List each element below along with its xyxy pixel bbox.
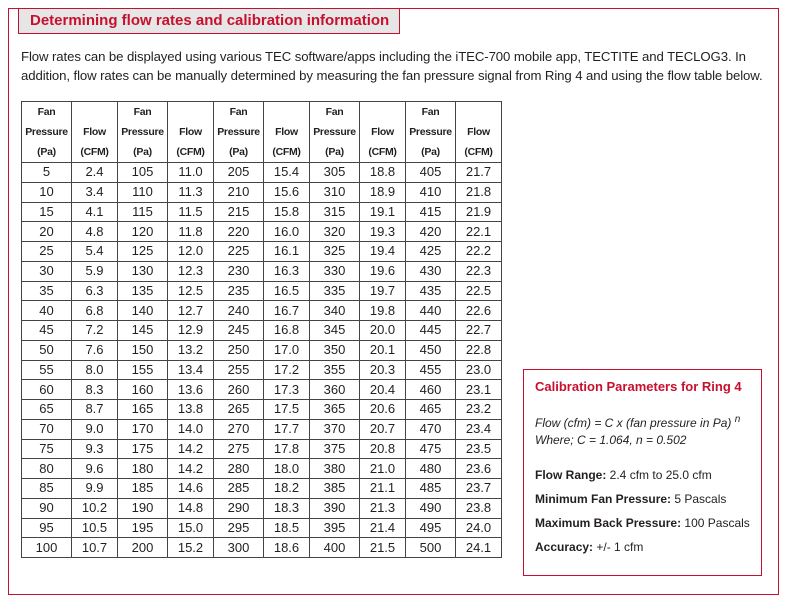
flow-cell: 17.7	[264, 419, 310, 439]
column-header: Flow	[72, 122, 118, 142]
flow-cell: 8.0	[72, 360, 118, 380]
column-header: Flow	[456, 122, 502, 142]
fan-pressure-cell: 30	[22, 261, 72, 281]
flow-cell: 9.9	[72, 479, 118, 499]
fan-pressure-cell: 110	[118, 182, 168, 202]
fan-pressure-cell: 370	[310, 419, 360, 439]
fan-pressure-cell: 130	[118, 261, 168, 281]
fan-pressure-cell: 320	[310, 222, 360, 242]
flow-cell: 2.4	[72, 163, 118, 183]
fan-pressure-cell: 285	[214, 479, 264, 499]
flow-cell: 20.1	[360, 340, 406, 360]
table-row	[22, 242, 502, 262]
fan-pressure-cell: 245	[214, 321, 264, 341]
fan-pressure-cell: 300	[214, 538, 264, 558]
fan-pressure-cell: 460	[406, 380, 456, 400]
flow-cell: 23.5	[456, 439, 502, 459]
flow-cell: 18.0	[264, 459, 310, 479]
fan-pressure-cell: 20	[22, 222, 72, 242]
fan-pressure-cell: 485	[406, 479, 456, 499]
fan-pressure-cell: 355	[310, 360, 360, 380]
table-row	[22, 281, 502, 301]
column-header: Fan	[310, 102, 360, 123]
fan-pressure-cell: 75	[22, 439, 72, 459]
flow-cell: 20.0	[360, 321, 406, 341]
flow-cell: 22.6	[456, 301, 502, 321]
fan-pressure-cell: 200	[118, 538, 168, 558]
header-line-fan	[22, 102, 502, 123]
flow-cell: 5.4	[72, 242, 118, 262]
fan-pressure-cell: 410	[406, 182, 456, 202]
flow-cell: 18.6	[264, 538, 310, 558]
fan-pressure-cell: 120	[118, 222, 168, 242]
fan-pressure-cell: 140	[118, 301, 168, 321]
column-header: Pressure	[214, 122, 264, 142]
flow-cell: 16.1	[264, 242, 310, 262]
min-fan-pressure	[535, 491, 751, 507]
fan-pressure-cell: 175	[118, 439, 168, 459]
fan-pressure-cell: 180	[118, 459, 168, 479]
flow-cell: 19.3	[360, 222, 406, 242]
table-row	[22, 321, 502, 341]
flow-cell: 18.8	[360, 163, 406, 183]
fan-pressure-cell: 395	[310, 518, 360, 538]
fan-pressure-cell: 40	[22, 301, 72, 321]
fan-pressure-cell: 440	[406, 301, 456, 321]
flow-cell: 12.5	[168, 281, 214, 301]
accuracy-value: +/- 1 cfm	[593, 540, 644, 554]
flow-cell: 16.3	[264, 261, 310, 281]
flow-cell: 21.0	[360, 459, 406, 479]
fan-pressure-cell: 345	[310, 321, 360, 341]
table-row	[22, 340, 502, 360]
max-back-pressure-label: Maximum Back Pressure:	[535, 516, 682, 530]
flow-cell: 18.3	[264, 498, 310, 518]
fan-pressure-cell: 430	[406, 261, 456, 281]
flow-cell: 17.0	[264, 340, 310, 360]
column-header: (CFM)	[72, 142, 118, 163]
flow-cell: 23.7	[456, 479, 502, 499]
column-header	[264, 102, 310, 123]
flow-cell: 20.8	[360, 439, 406, 459]
flow-cell: 18.5	[264, 518, 310, 538]
flow-cell: 23.6	[456, 459, 502, 479]
flow-cell: 23.2	[456, 400, 502, 420]
header-line-unit	[22, 142, 502, 163]
fan-pressure-cell: 95	[22, 518, 72, 538]
fan-pressure-cell: 480	[406, 459, 456, 479]
flow-range-label: Flow Range:	[535, 468, 607, 482]
flow-cell: 16.8	[264, 321, 310, 341]
column-header: (Pa)	[118, 142, 168, 163]
calibration-title: Calibration Parameters for Ring 4	[535, 379, 742, 394]
fan-pressure-cell: 115	[118, 202, 168, 222]
formula-exponent: n	[734, 414, 741, 425]
flow-cell: 12.0	[168, 242, 214, 262]
fan-pressure-cell: 90	[22, 498, 72, 518]
flow-cell: 20.6	[360, 400, 406, 420]
fan-pressure-cell: 80	[22, 459, 72, 479]
flow-cell: 11.3	[168, 182, 214, 202]
table-row	[22, 163, 502, 183]
column-header: Fan	[214, 102, 264, 123]
fan-pressure-cell: 10	[22, 182, 72, 202]
fan-pressure-cell: 215	[214, 202, 264, 222]
column-header: (CFM)	[264, 142, 310, 163]
flow-cell: 16.0	[264, 222, 310, 242]
flow-cell: 16.7	[264, 301, 310, 321]
flow-cell: 22.8	[456, 340, 502, 360]
flow-cell: 20.4	[360, 380, 406, 400]
flow-cell: 15.2	[168, 538, 214, 558]
fan-pressure-cell: 225	[214, 242, 264, 262]
max-back-pressure	[535, 515, 751, 531]
flow-cell: 21.8	[456, 182, 502, 202]
fan-pressure-cell: 265	[214, 400, 264, 420]
flow-cell: 17.3	[264, 380, 310, 400]
flow-cell: 16.5	[264, 281, 310, 301]
header-line-label	[22, 122, 502, 142]
flow-cell: 22.1	[456, 222, 502, 242]
fan-pressure-cell: 5	[22, 163, 72, 183]
flow-cell: 17.2	[264, 360, 310, 380]
table-row	[22, 202, 502, 222]
column-header	[456, 102, 502, 123]
table-row	[22, 538, 502, 558]
fan-pressure-cell: 425	[406, 242, 456, 262]
column-header: Pressure	[118, 122, 168, 142]
fan-pressure-cell: 105	[118, 163, 168, 183]
fan-pressure-cell: 385	[310, 479, 360, 499]
fan-pressure-cell: 220	[214, 222, 264, 242]
fan-pressure-cell: 170	[118, 419, 168, 439]
fan-pressure-cell: 235	[214, 281, 264, 301]
flow-cell: 10.5	[72, 518, 118, 538]
fan-pressure-cell: 290	[214, 498, 264, 518]
flow-cell: 23.0	[456, 360, 502, 380]
fan-pressure-cell: 275	[214, 439, 264, 459]
fan-pressure-cell: 250	[214, 340, 264, 360]
flow-cell: 19.6	[360, 261, 406, 281]
fan-pressure-cell: 205	[214, 163, 264, 183]
fan-pressure-cell: 330	[310, 261, 360, 281]
fan-pressure-cell: 135	[118, 281, 168, 301]
flow-cell: 15.8	[264, 202, 310, 222]
flow-cell: 19.8	[360, 301, 406, 321]
min-fan-pressure-value: 5 Pascals	[671, 492, 727, 506]
flow-cell: 6.3	[72, 281, 118, 301]
column-header: Flow	[360, 122, 406, 142]
flow-cell: 19.7	[360, 281, 406, 301]
flow-cell: 15.0	[168, 518, 214, 538]
fan-pressure-cell: 145	[118, 321, 168, 341]
max-back-pressure-value: 100 Pascals	[681, 516, 750, 530]
flow-cell: 11.8	[168, 222, 214, 242]
fan-pressure-cell: 470	[406, 419, 456, 439]
fan-pressure-cell: 270	[214, 419, 264, 439]
fan-pressure-cell: 210	[214, 182, 264, 202]
flow-cell: 14.6	[168, 479, 214, 499]
fan-pressure-cell: 15	[22, 202, 72, 222]
table-row	[22, 360, 502, 380]
column-header: (Pa)	[214, 142, 264, 163]
fan-pressure-cell: 160	[118, 380, 168, 400]
flow-cell: 9.6	[72, 459, 118, 479]
flow-cell: 15.4	[264, 163, 310, 183]
fan-pressure-cell: 185	[118, 479, 168, 499]
fan-pressure-cell: 475	[406, 439, 456, 459]
flow-cell: 4.8	[72, 222, 118, 242]
flow-cell: 12.7	[168, 301, 214, 321]
column-header: (Pa)	[310, 142, 360, 163]
flow-cell: 3.4	[72, 182, 118, 202]
fan-pressure-cell: 45	[22, 321, 72, 341]
calibration-panel	[523, 369, 762, 576]
flow-cell: 13.2	[168, 340, 214, 360]
flow-cell: 11.0	[168, 163, 214, 183]
fan-pressure-cell: 50	[22, 340, 72, 360]
calibration-formula	[535, 411, 751, 449]
fan-pressure-cell: 240	[214, 301, 264, 321]
flow-cell: 17.5	[264, 400, 310, 420]
fan-pressure-cell: 70	[22, 419, 72, 439]
flow-cell: 14.2	[168, 439, 214, 459]
column-header: (CFM)	[456, 142, 502, 163]
flow-cell: 8.3	[72, 380, 118, 400]
flow-cell: 24.1	[456, 538, 502, 558]
flow-cell: 22.5	[456, 281, 502, 301]
flow-cell: 19.4	[360, 242, 406, 262]
column-header	[72, 102, 118, 123]
fan-pressure-cell: 315	[310, 202, 360, 222]
flow-cell: 9.0	[72, 419, 118, 439]
flow-cell: 21.7	[456, 163, 502, 183]
fan-pressure-cell: 445	[406, 321, 456, 341]
accuracy-label: Accuracy:	[535, 540, 594, 554]
column-header: (Pa)	[22, 142, 72, 163]
table-row	[22, 182, 502, 202]
fan-pressure-cell: 405	[406, 163, 456, 183]
fan-pressure-cell: 255	[214, 360, 264, 380]
table-row	[22, 400, 502, 420]
flow-cell: 22.3	[456, 261, 502, 281]
fan-pressure-cell: 190	[118, 498, 168, 518]
flow-cell: 20.7	[360, 419, 406, 439]
flow-cell: 20.3	[360, 360, 406, 380]
fan-pressure-cell: 390	[310, 498, 360, 518]
flow-table	[21, 101, 502, 558]
table-row	[22, 222, 502, 242]
flow-cell: 13.6	[168, 380, 214, 400]
flow-cell: 5.9	[72, 261, 118, 281]
fan-pressure-cell: 465	[406, 400, 456, 420]
fan-pressure-cell: 325	[310, 242, 360, 262]
fan-pressure-cell: 450	[406, 340, 456, 360]
fan-pressure-cell: 380	[310, 459, 360, 479]
flow-cell: 13.8	[168, 400, 214, 420]
flow-cell: 23.4	[456, 419, 502, 439]
fan-pressure-cell: 35	[22, 281, 72, 301]
column-header	[360, 102, 406, 123]
accuracy	[535, 539, 751, 555]
fan-pressure-cell: 500	[406, 538, 456, 558]
column-header: Pressure	[310, 122, 360, 142]
flow-cell: 10.2	[72, 498, 118, 518]
column-header: Pressure	[22, 122, 72, 142]
column-header: (CFM)	[168, 142, 214, 163]
flow-cell: 12.9	[168, 321, 214, 341]
table-row	[22, 261, 502, 281]
column-header: Fan	[118, 102, 168, 123]
flow-cell: 19.1	[360, 202, 406, 222]
column-header: (Pa)	[406, 142, 456, 163]
flow-cell: 21.1	[360, 479, 406, 499]
column-header: Flow	[168, 122, 214, 142]
fan-pressure-cell: 420	[406, 222, 456, 242]
flow-cell: 21.5	[360, 538, 406, 558]
fan-pressure-cell: 400	[310, 538, 360, 558]
fan-pressure-cell: 360	[310, 380, 360, 400]
flow-cell: 21.3	[360, 498, 406, 518]
flow-cell: 8.7	[72, 400, 118, 420]
flow-cell: 22.7	[456, 321, 502, 341]
fan-pressure-cell: 60	[22, 380, 72, 400]
fan-pressure-cell: 350	[310, 340, 360, 360]
fan-pressure-cell: 55	[22, 360, 72, 380]
table-row	[22, 301, 502, 321]
table-row	[22, 498, 502, 518]
flow-cell: 15.6	[264, 182, 310, 202]
fan-pressure-cell: 260	[214, 380, 264, 400]
fan-pressure-cell: 435	[406, 281, 456, 301]
fan-pressure-cell: 165	[118, 400, 168, 420]
flow-cell: 21.9	[456, 202, 502, 222]
column-header: Pressure	[406, 122, 456, 142]
min-fan-pressure-label: Minimum Fan Pressure:	[535, 492, 672, 506]
flow-range-value: 2.4 cfm to 25.0 cfm	[606, 468, 712, 482]
flow-cell: 7.2	[72, 321, 118, 341]
flow-cell: 22.2	[456, 242, 502, 262]
column-header: Fan	[22, 102, 72, 123]
table-row	[22, 518, 502, 538]
fan-pressure-cell: 340	[310, 301, 360, 321]
column-header: (CFM)	[360, 142, 406, 163]
flow-cell: 7.6	[72, 340, 118, 360]
intro-paragraph: Flow rates can be displayed using various TEC software/apps including the iTEC-700 mobile app, TECTITE and TECLOG3. In addition, flow rates can be manually determined by measuring the fan pressure signal from Ring 4 and using the flow table below.	[21, 49, 763, 83]
table-row	[22, 380, 502, 400]
fan-pressure-cell: 65	[22, 400, 72, 420]
formula-line-2: Where; C = 1.064, n = 0.502	[535, 433, 687, 447]
flow-cell: 6.8	[72, 301, 118, 321]
flow-cell: 9.3	[72, 439, 118, 459]
column-header: Flow	[264, 122, 310, 142]
fan-pressure-cell: 230	[214, 261, 264, 281]
fan-pressure-cell: 375	[310, 439, 360, 459]
flow-cell: 24.0	[456, 518, 502, 538]
fan-pressure-cell: 490	[406, 498, 456, 518]
flow-cell: 21.4	[360, 518, 406, 538]
fan-pressure-cell: 125	[118, 242, 168, 262]
flow-cell: 12.3	[168, 261, 214, 281]
fan-pressure-cell: 335	[310, 281, 360, 301]
table-row	[22, 419, 502, 439]
fan-pressure-cell: 100	[22, 538, 72, 558]
fan-pressure-cell: 280	[214, 459, 264, 479]
fan-pressure-cell: 195	[118, 518, 168, 538]
fan-pressure-cell: 310	[310, 182, 360, 202]
fan-pressure-cell: 455	[406, 360, 456, 380]
flow-cell: 23.8	[456, 498, 502, 518]
section-title: Determining flow rates and calibration information	[18, 8, 400, 34]
table-row	[22, 439, 502, 459]
flow-cell: 14.0	[168, 419, 214, 439]
fan-pressure-cell: 305	[310, 163, 360, 183]
table-row	[22, 479, 502, 499]
flow-range	[535, 467, 751, 483]
flow-cell: 4.1	[72, 202, 118, 222]
flow-cell: 13.4	[168, 360, 214, 380]
fan-pressure-cell: 365	[310, 400, 360, 420]
column-header	[168, 102, 214, 123]
fan-pressure-cell: 295	[214, 518, 264, 538]
flow-cell: 18.9	[360, 182, 406, 202]
flow-cell: 17.8	[264, 439, 310, 459]
fan-pressure-cell: 415	[406, 202, 456, 222]
fan-pressure-cell: 155	[118, 360, 168, 380]
flow-cell: 18.2	[264, 479, 310, 499]
fan-pressure-cell: 150	[118, 340, 168, 360]
flow-cell: 11.5	[168, 202, 214, 222]
fan-pressure-cell: 85	[22, 479, 72, 499]
flow-cell: 14.8	[168, 498, 214, 518]
formula-line-1: Flow (cfm) = C x (fan pressure in Pa)	[535, 416, 732, 430]
flow-cell: 23.1	[456, 380, 502, 400]
fan-pressure-cell: 25	[22, 242, 72, 262]
table-row	[22, 459, 502, 479]
fan-pressure-cell: 495	[406, 518, 456, 538]
flow-cell: 14.2	[168, 459, 214, 479]
column-header: Fan	[406, 102, 456, 123]
flow-cell: 10.7	[72, 538, 118, 558]
